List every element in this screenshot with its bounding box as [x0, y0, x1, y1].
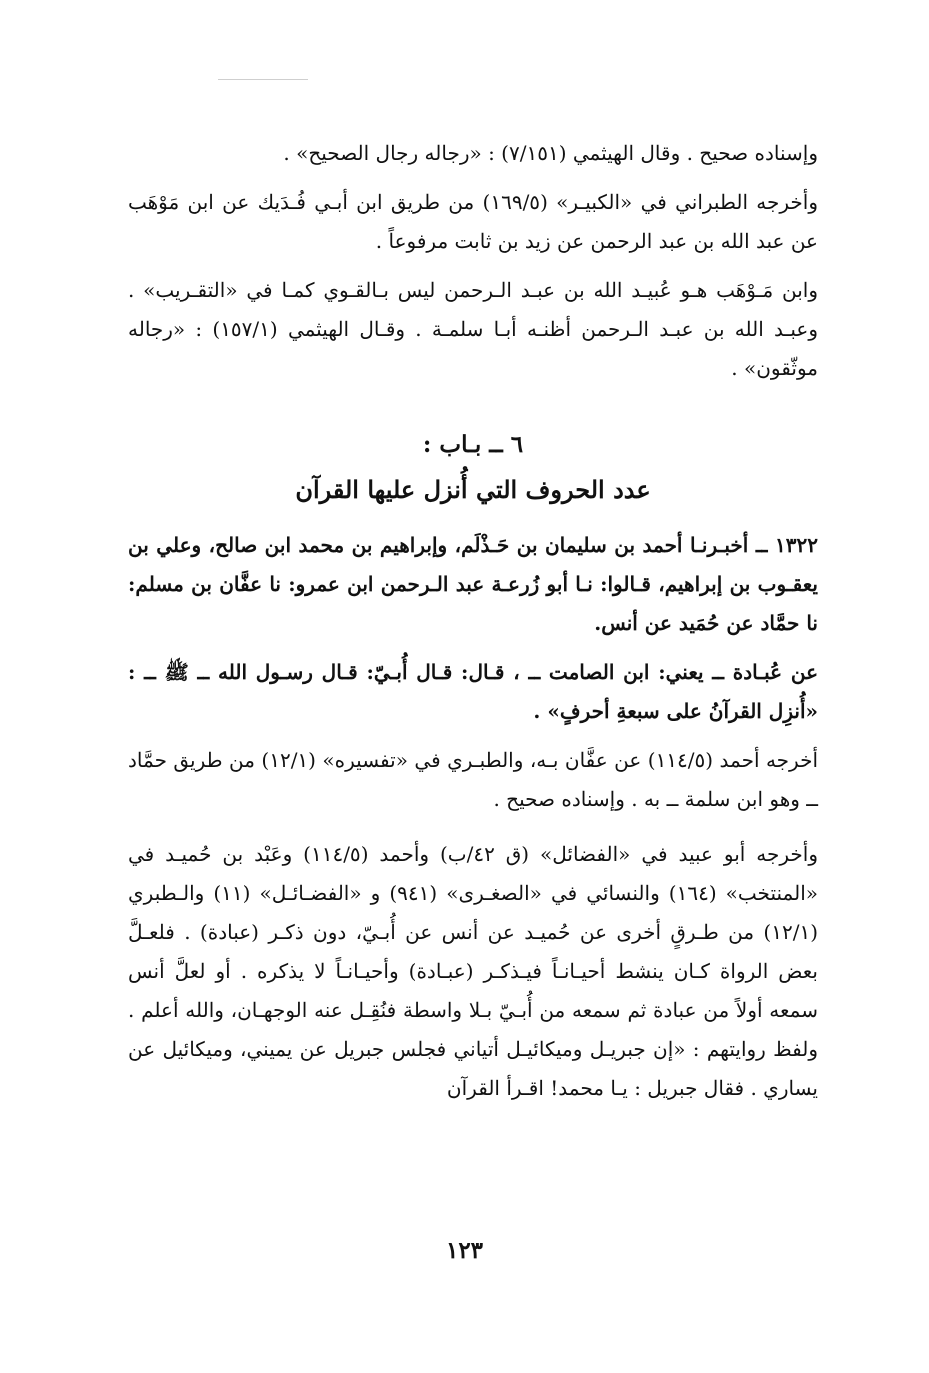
page-body — [128, 134, 818, 1108]
hadith-isnad — [128, 526, 818, 643]
paragraph-takhrij-2: وأخرجه أبو عبيد في «الفضائل» (ق ٤٢/ب) وأحمد (١١٤/٥) وعَبْد بن حُميـد في «المنتخب» (١٦٤) والنسائي في «الصغـرى» (٩٤١) و «الفضـائـل» (١١) والـطبري (١٢/١) من طـرقٍ أخرى عن حُميـد عن أنس عن أُبـيّ، دون ذكـر (عبادة) . فلعـلَّ بعض الرواة كـان ينشط أحيـانـاً فيـذكـر (عبـادة) وأحيـانـاً لا يذكره . أو لعلَّ أنس سمعه أولاً من عبادة ثم سمعه من أُبـيّ بـلا واسطة فنُقِـل عنه الوجهـان، والله أعلم . ولفظ روايتهم : «إن جبريـل وميكائيـل أتياني فجلس جبريل عن يميني، وميكائيل عن يساري . فقال جبريل : يـا محمد! اقـرأ القرآن — [128, 842, 818, 1100]
hadith-number: ١٣٢٢ ــ — [748, 533, 818, 557]
paragraph-1: وإسناده صحيح . وقال الهيثمي (٧/١٥١) : «رجاله رجال الصحيح» . — [283, 141, 818, 165]
chapter-title: عدد الحروف التي أُنزل عليها القرآن — [295, 475, 651, 504]
hadith-chain: أخبـرنـا أحمد بن سليمان بن حَـذْلَم، وإبراهيم بن محمد ابن صالح، وعلي بن يعقـوب بن إبراهيم، قـالوا: نـا أبو زُرعـة عبد الـرحمن ابن عمرو: نا عفَّان بن مسلم: نا حمَّاد عن حُمَيد عن أنس. — [128, 533, 818, 635]
paragraph-takhrij-1: أخرجه أحمد (١١٤/٥) عن عفَّان بـه، والطبـري في «تفسيره» (١٢/١) من طريق حمَّاد ــ وهو ابن سلمة ــ به . وإسناده صحيح . — [128, 748, 818, 811]
hadith-matn: عن عُبـادة ــ يعني: ابن الصامت ــ ، قـال: قـال أُبـيّ: قـال رسـول الله ــ ﷺ ــ : «أُنزِل القرآنُ على سبعةِ أحرفٍ» . — [128, 660, 818, 723]
chapter-number: ٦ ــ بـاب : — [422, 431, 524, 458]
paragraph-3: وابن مَـوْهَب هـو عُبيـد الله بن عبـد الـرحمن ليس بـالقـوي كمـا في «التقـريب» . وعبـد الله بن عبـد الـرحمن أظنـه أبـا سلمـة . وقـال الهيثمي (١٥٧/١) : «رجاله موثّقون» . — [128, 278, 818, 380]
top-rule — [218, 79, 308, 80]
page-number: ١٢٣ — [445, 1237, 484, 1264]
paragraph-2: وأخرجه الطبراني في «الكبيـر» (١٦٩/٥) من طريق ابن أبـي فُـدَيك عن ابن مَوْهَب عن عبد الله بن عبد الرحمن عن زيد بن ثابت مرفوعاً . — [128, 190, 819, 253]
